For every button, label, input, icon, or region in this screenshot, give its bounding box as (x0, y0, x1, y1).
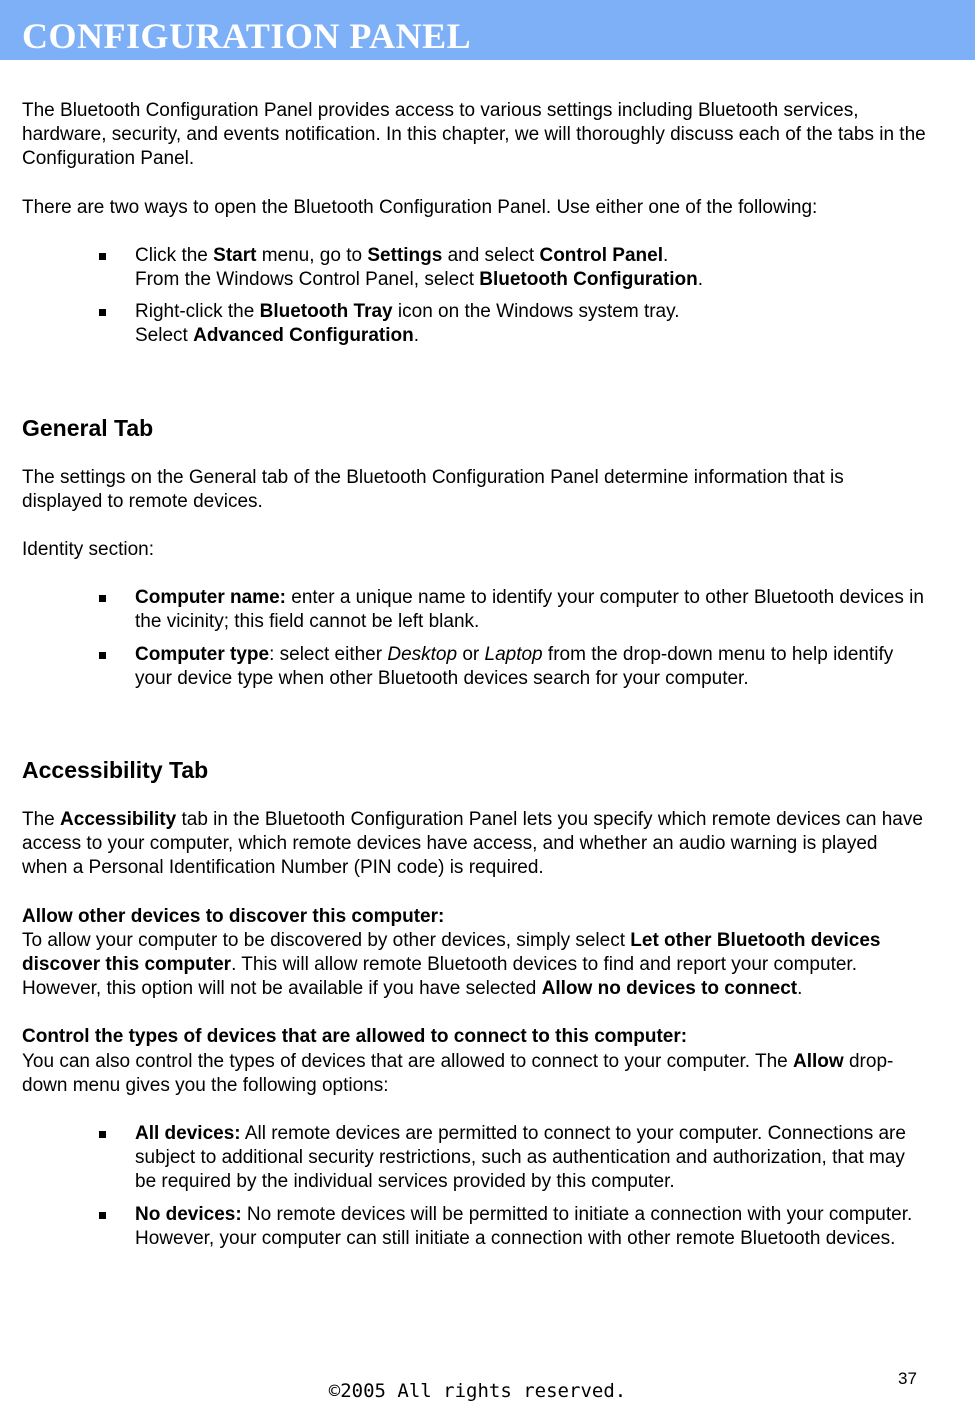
copyright-footer: ©2005 All rights reserved. (328, 1380, 627, 1402)
general-paragraph: The settings on the General tab of the Bluetooth Configuration Panel determine information that is displayed to remote devices. (22, 466, 844, 512)
discover-title: Allow other devices to discover this computer: (22, 905, 445, 927)
document-body (22, 99, 927, 1259)
list-item: Right-click the Bluetooth Tray icon on the Windows system tray. Select Advanced Configuration. (22, 300, 927, 348)
bullet-icon (99, 309, 106, 316)
control-paragraph: You can also control the types of devices that are allowed to connect to your computer. The Allow drop-down menu gives you the following options: (22, 1050, 894, 1096)
list-item: All devices: All remote devices are permitted to connect to your computer. Connections are subject to additional security restrictions, such as authentication and authorization, that may be required by the individual services provided by this computer. (22, 1122, 927, 1195)
bullet-icon (99, 595, 106, 602)
control-title: Control the types of devices that are allowed to connect to this computer: (22, 1026, 688, 1048)
bullet-icon (99, 1212, 106, 1219)
bullet-icon (99, 652, 106, 659)
general-tab-heading: General Tab (22, 414, 154, 441)
list-item: Computer type: select either Desktop or Laptop from the drop-down menu to help identify your device type when other Bluetooth devices search for your computer. (22, 643, 927, 691)
accessibility-tab-heading: Accessibility Tab (22, 757, 209, 784)
accessibility-paragraph: The Accessibility tab in the Bluetooth Configuration Panel lets you specify which remote devices can have access to your computer, which remote devices have access, and whether an audio warning is played when a Personal Identification Number (PIN code) is required. (22, 809, 923, 879)
bullet-icon (99, 1131, 106, 1138)
list-item: Click the Start menu, go to Settings and select Control Panel. From the Windows Control Panel, select Bluetooth Configuration. (22, 244, 927, 292)
intro-paragraph: The Bluetooth Configuration Panel provides access to various settings including Bluetooth services, hardware, security, and events notification. In this chapter, we will thoroughly discuss each of the tabs in the Configuration Panel. (22, 100, 926, 170)
list-item: Computer name: enter a unique name to identify your computer to other Bluetooth devices in the vicinity; this field cannot be left blank. (22, 586, 927, 634)
open-methods-paragraph: There are two ways to open the Bluetooth Configuration Panel. Use either one of the following: (22, 196, 818, 218)
header-bar (0, 0, 975, 60)
identity-label: Identity section: (22, 539, 155, 561)
open-methods-list (22, 244, 927, 349)
identity-list (22, 586, 927, 691)
page-number: 37 (898, 1369, 917, 1388)
page-title: CONFIGURATION PANEL (22, 16, 472, 56)
list-item: No devices: No remote devices will be permitted to initiate a connection with your computer. However, your computer can still initiate a connection with other remote Bluetooth devices. (22, 1203, 927, 1251)
bullet-icon (99, 253, 106, 260)
discover-paragraph: To allow your computer to be discovered by other devices, simply select Let other Bluetooth devices discover this computer. This will allow remote Bluetooth devices to find and report your computer. However, this option will not be available if you have selected Allow no devices to connect. (22, 929, 881, 1000)
allow-options-list (22, 1122, 927, 1251)
